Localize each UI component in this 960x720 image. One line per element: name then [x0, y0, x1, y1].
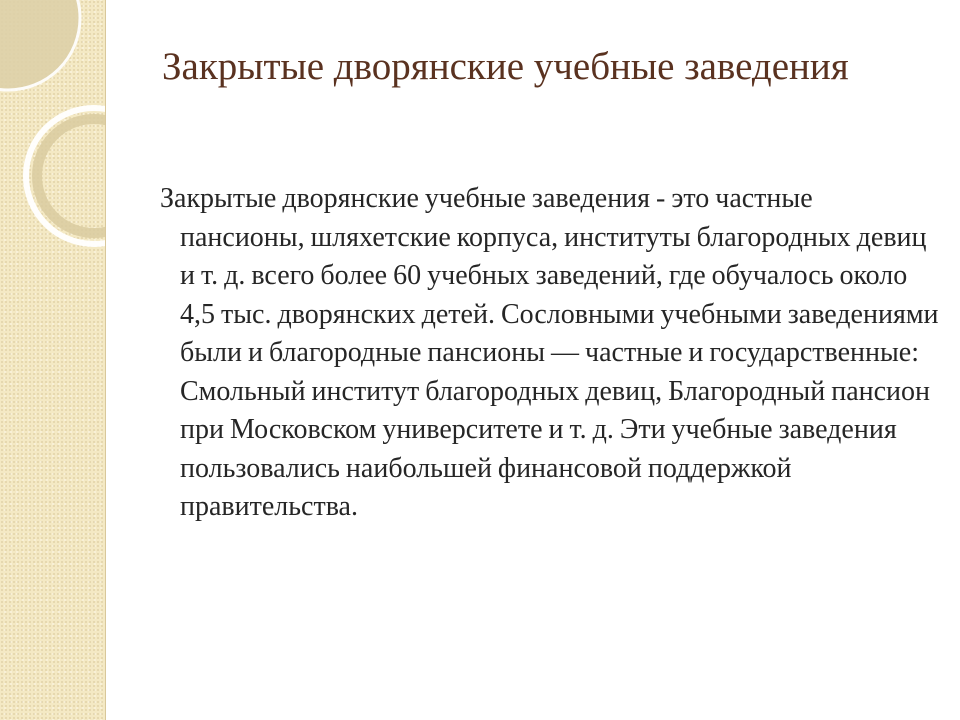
decorative-rings	[0, 0, 105, 260]
slide-title: Закрытые дворянские учебные заведения	[162, 45, 849, 88]
slide-body-text: Закрытые дворянские учебные заведения - это частные пансионы, шляхетские корпуса, институты благородных девиц и т. д. всего более 60 учебных заведений, где обучалось около 4,5 тыс. дворянских детей. Сословными учебными заведениями были и благородные пансионы — частные и государственные: Смольный институт благородных девиц, Благородный пансион при Московском университете и т. д. Эти учебные заведения пользовались наибольшей финансовой поддержкой правительства.	[160, 183, 939, 522]
decorative-disc	[0, 0, 80, 90]
decorative-ring-inner	[37, 119, 105, 233]
